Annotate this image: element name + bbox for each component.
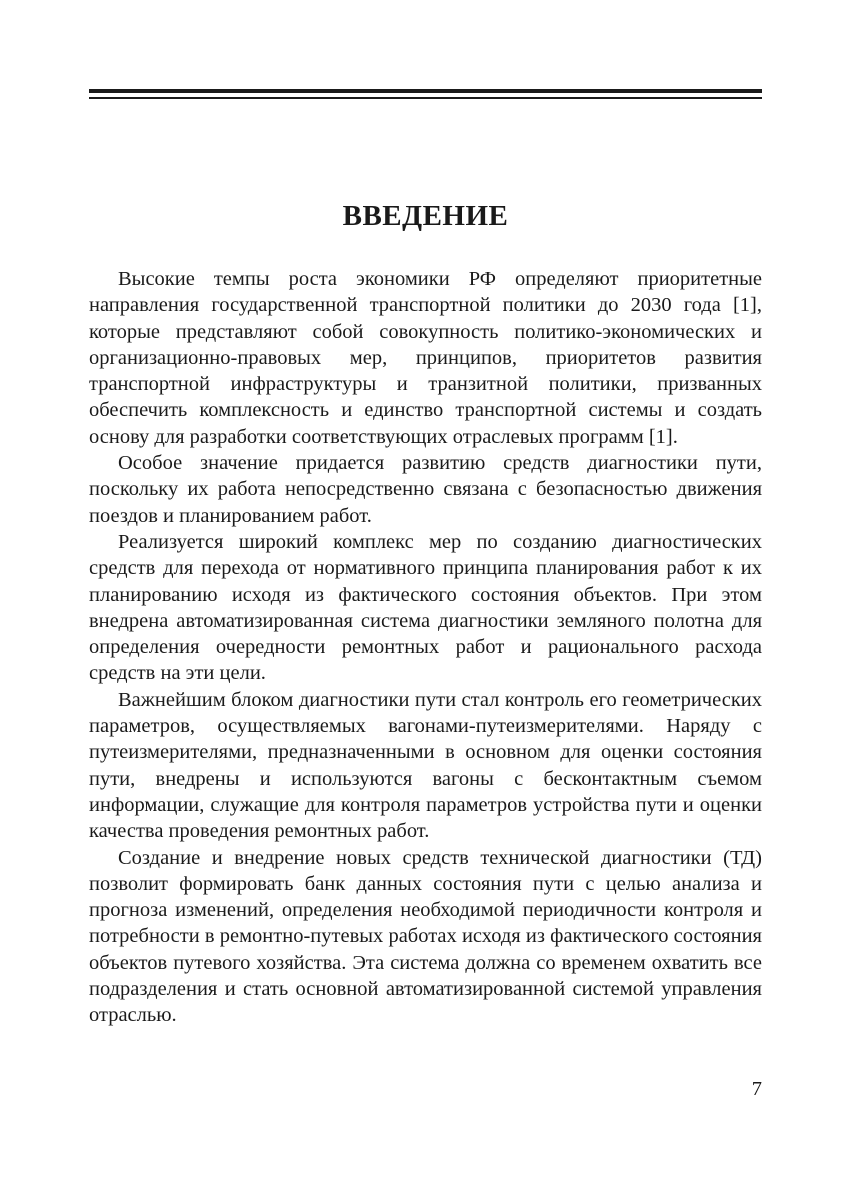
chapter-title: ВВЕДЕНИЕ xyxy=(342,200,509,232)
paragraph: Реализуется широкий комплекс мер по созданию диагностических средств для перехода от нормативного принципа планирования работ к их планированию исходя из фактического состояния объектов. При этом внедрена автоматизированная система диагностики земляного полотна для определения очередности ремонтных работ и рационального расхода средств на эти цели. xyxy=(89,530,762,685)
paragraph: Создание и внедрение новых средств технической диагностики (ТД) позволит формировать банк данных состояния пути с целью анализа и прогноза изменений, определения необходимой периодичности контроля и потребности в ремонтно-путевых работах исходя из фактического состояния объектов путевого хозяйства. Эта система должна со временем охватить все подразделения и стать основной автоматизированной системой управления отраслью. xyxy=(89,846,762,1027)
paragraph: Особое значение придается развитию средств диагностики пути, поскольку их работа непосредственно связана с безопасностью движения поездов и планированием работ. xyxy=(89,452,762,527)
paragraph: Важнейшим блоком диагностики пути стал контроль его геометрических параметров, осуществляемых вагонами-путеизмерителями. Наряду с путеизмерителями, предназначенными в основном для оценки состояния пути, внедрены и используются вагоны с бесконтактным съемом информации, служащие для контроля параметров устройства пути и оценки качества проведения ремонтных работ. xyxy=(89,688,762,843)
header-rule-thick xyxy=(89,89,762,93)
header-rule-thin xyxy=(89,97,762,99)
page-number: 7 xyxy=(751,1078,762,1100)
body-text xyxy=(89,266,762,1029)
paragraph: Высокие темпы роста экономики РФ определяют приоритетные направления государственной транспортной политики до 2030 года [1], которые представляют собой совокупность политико-экономических и организационно-правовых мер, принципов, приоритетов развития транспортной инфраструктуры и транзитной политики, призванных обеспечить комплексность и единство транспортной системы и создать основу для разработки соответствующих отраслевых программ [1]. xyxy=(89,268,762,448)
